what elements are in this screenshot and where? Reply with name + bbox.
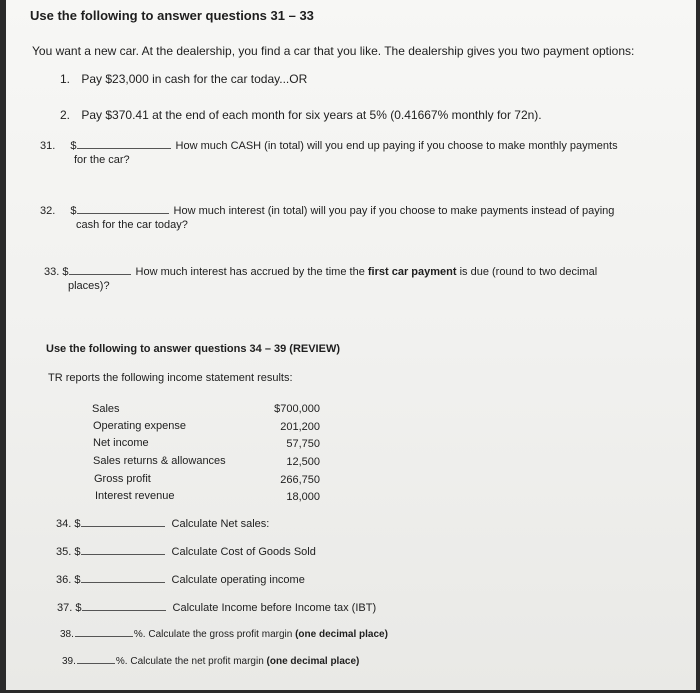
- option-1: [60, 72, 307, 86]
- intro-text: You want a new car. At the dealership, you find a car that you like. The dealership gives you two payment options:: [32, 44, 635, 58]
- question-33-text-b: is due (round to two decimal: [456, 266, 598, 278]
- question-34-number: 34. $: [56, 518, 81, 530]
- question-31-number: 31.: [40, 140, 56, 152]
- income-value: 57,750: [286, 438, 320, 450]
- option-1-text: Pay $23,000 in cash for the car today...OR: [81, 72, 308, 86]
- answer-blank-37[interactable]: [82, 609, 166, 611]
- answer-blank-33[interactable]: [69, 273, 131, 275]
- question-35: [56, 546, 316, 558]
- answer-blank-31[interactable]: [77, 147, 171, 149]
- question-38-number: 38.: [60, 629, 74, 640]
- question-34-text: Calculate Net sales:: [171, 518, 270, 530]
- answer-blank-38[interactable]: [75, 635, 133, 637]
- income-label: Operating expense: [93, 420, 186, 432]
- question-36: [56, 574, 305, 586]
- question-39-bold: (one decimal place): [266, 656, 360, 667]
- section-header-34-39: Use the following to answer questions 34 – 39 (REVIEW): [46, 343, 340, 355]
- question-39-text: %. Calculate the net profit margin: [115, 656, 267, 667]
- answer-blank-34[interactable]: [81, 525, 165, 527]
- option-2-number: 2.: [60, 108, 71, 122]
- answer-blank-36[interactable]: [81, 581, 165, 583]
- question-35-number: 35. $: [56, 546, 81, 558]
- question-36-number: 36. $: [56, 574, 81, 586]
- question-33-continuation: places)?: [68, 280, 110, 292]
- income-value: 18,000: [286, 491, 320, 503]
- question-38-bold: (one decimal place): [295, 629, 388, 640]
- question-31-continuation: for the car?: [74, 154, 130, 166]
- question-34: [56, 518, 269, 530]
- income-label: Sales returns & allowances: [93, 455, 226, 467]
- question-39: [62, 656, 359, 667]
- income-label: Net income: [93, 437, 149, 449]
- worksheet-page: [6, 0, 696, 690]
- question-38-text: %. Calculate the gross profit margin: [133, 629, 296, 640]
- question-33-text-a: How much interest has accrued by the time the: [135, 266, 368, 278]
- income-value: $700,000: [274, 403, 320, 415]
- question-35-text: Calculate Cost of Goods Sold: [171, 546, 316, 558]
- income-value: 12,500: [286, 456, 320, 468]
- question-36-text: Calculate operating income: [171, 574, 305, 586]
- question-31-dollar: $: [70, 140, 77, 152]
- question-32-continuation: cash for the car today?: [76, 219, 188, 231]
- question-32-text: How much interest (in total) will you pay if you choose to make payments instead of paying: [173, 205, 615, 217]
- answer-blank-39[interactable]: [77, 662, 115, 664]
- income-value: 266,750: [280, 474, 320, 486]
- answer-blank-32[interactable]: [77, 212, 169, 214]
- question-37-number: 37. $: [57, 602, 82, 614]
- option-1-number: 1.: [60, 72, 71, 86]
- question-39-number: 39.: [62, 656, 76, 667]
- question-32-dollar: $: [70, 205, 77, 217]
- question-33-number: 33. $: [44, 266, 69, 278]
- answer-blank-35[interactable]: [81, 553, 165, 555]
- option-2-text: Pay $370.41 at the end of each month for six years at 5% (0.41667% monthly for 72n).: [81, 108, 542, 122]
- question-32: [40, 205, 614, 217]
- question-32-number: 32.: [40, 205, 56, 217]
- income-value: 201,200: [280, 421, 320, 433]
- question-31-text: How much CASH (in total) will you end up paying if you choose to make monthly payments: [175, 140, 618, 152]
- section-header-31-33: Use the following to answer questions 31 – 33: [30, 8, 314, 23]
- income-statement-intro: TR reports the following income statement results:: [48, 372, 293, 384]
- question-37-text: Calculate Income before Income tax (IBT): [172, 602, 377, 614]
- question-31: [40, 140, 618, 152]
- question-37: [57, 602, 376, 614]
- income-label: Interest revenue: [95, 490, 175, 502]
- option-2: [60, 108, 542, 122]
- income-label: Sales: [92, 403, 120, 415]
- question-33-text-bold: first car payment: [367, 266, 457, 278]
- question-33: [44, 266, 597, 278]
- question-38: [60, 629, 388, 640]
- income-label: Gross profit: [94, 473, 151, 485]
